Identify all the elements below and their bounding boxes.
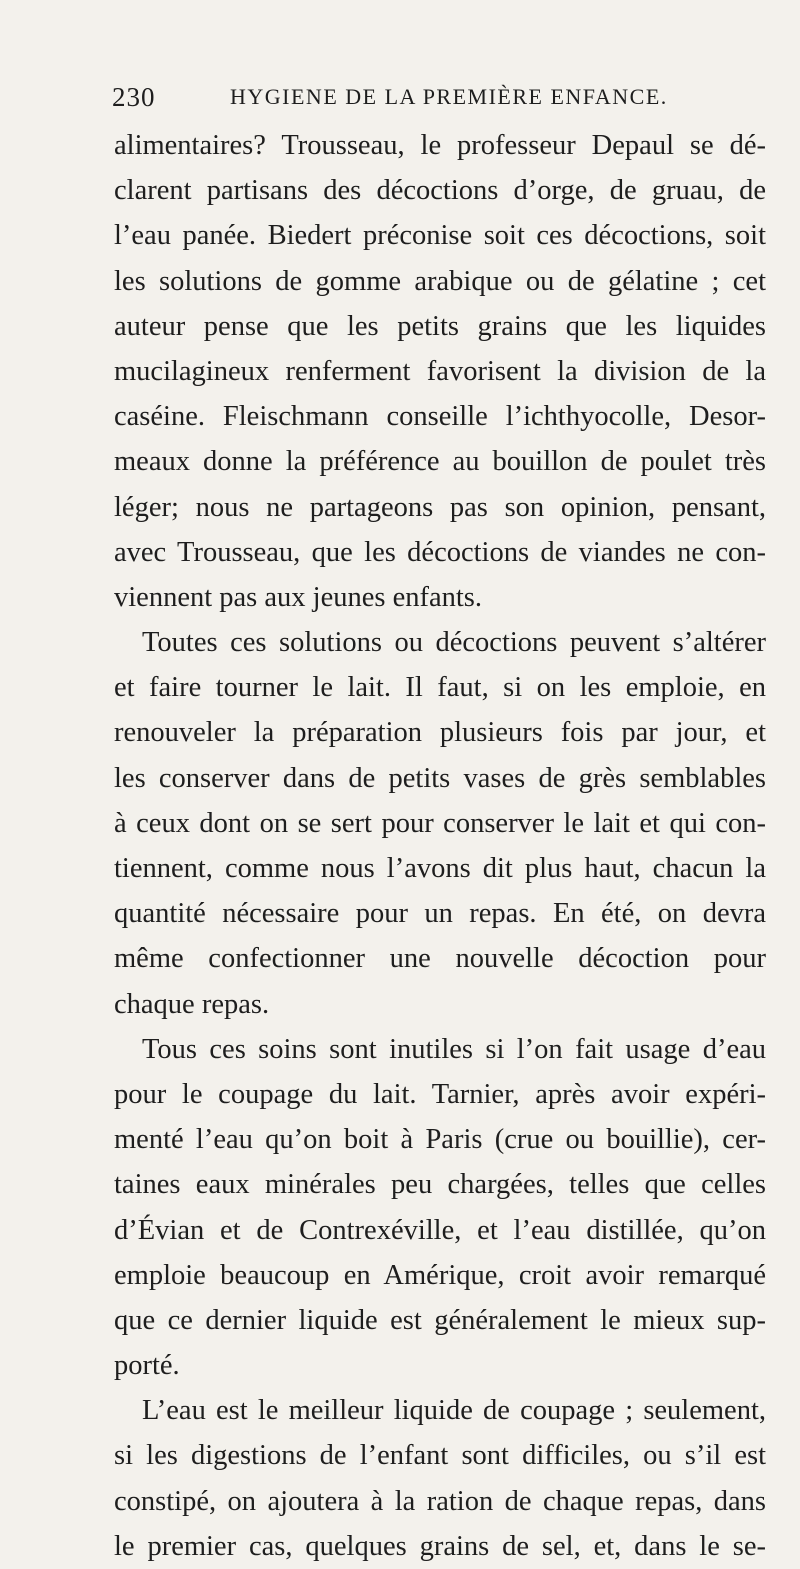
running-title: HYGIENE DE LA PREMIÈRE ENFANCE. — [230, 84, 668, 109]
text-line: si les digestions de l’enfant sont difficiles, ou s’il est — [114, 1440, 766, 1472]
text-line: les conserver dans de petits vases de grès semblables — [114, 762, 766, 794]
text-line: que ce dernier liquide est généralement le mieux sup- — [114, 1304, 766, 1336]
text-line: viennent pas aux jeunes enfants. — [114, 581, 483, 613]
text-line: porté. — [114, 1350, 180, 1382]
text-line: même confectionner une nouvelle décoction pour — [114, 943, 766, 975]
text-line: à ceux dont on se sert pour conserver le lait et qui con- — [114, 807, 766, 839]
body-text — [114, 123, 766, 1569]
paragraph-start-line: L’eau est le meilleur liquide de coupage ; seulement, — [142, 1395, 766, 1427]
text-line: constipé, on ajoutera à la ration de chaque repas, dans — [114, 1485, 766, 1517]
text-line: l’eau panée. Biedert préconise soit ces décoctions, soit — [114, 220, 766, 252]
text-line: menté l’eau qu’on boit à Paris (crue ou bouillie), cer- — [114, 1124, 766, 1156]
text-line: emploie beaucoup en Amérique, croit avoir remarqué — [114, 1259, 766, 1291]
text-line: et faire tourner le lait. Il faut, si on les emploie, en — [114, 672, 766, 704]
text-line: caséine. Fleischmann conseille l’ichthyocolle, Desor- — [114, 401, 766, 433]
page-number: 230 — [112, 82, 156, 112]
running-header — [112, 80, 742, 114]
text-line: chaque repas. — [114, 988, 270, 1020]
text-line: renouveler la préparation plusieurs fois par jour, et — [114, 717, 766, 749]
text-line: mucilagineux renferment favorisent la division de la — [114, 355, 766, 387]
text-line: avec Trousseau, que les décoctions de viandes ne con- — [114, 536, 766, 568]
text-line: d’Évian et de Contrexéville, et l’eau distillée, qu’on — [114, 1214, 766, 1246]
text-line: pour le coupage du lait. Tarnier, après avoir expéri- — [114, 1078, 766, 1110]
text-line: le premier cas, quelques grains de sel, et, dans le se- — [114, 1530, 766, 1562]
text-line: alimentaires? Trousseau, le professeur Depaul se dé- — [114, 130, 766, 161]
text-line: auteur pense que les petits grains que les liquides — [114, 310, 766, 342]
text-line: clarent partisans des décoctions d’orge, de gruau, de — [114, 175, 766, 207]
paragraph-start-line: Tous ces soins sont inutiles si l’on fait usage d’eau — [142, 1033, 766, 1065]
text-line: taines eaux minérales peu chargées, telles que celles — [114, 1169, 766, 1201]
text-line: léger; nous ne partageons pas son opinion, pensant, — [114, 491, 766, 523]
text-line: tiennent, comme nous l’avons dit plus haut, chacun la — [114, 853, 766, 884]
text-line: quantité nécessaire pour un repas. En été, on devra — [114, 898, 766, 930]
text-line: meaux donne la préférence au bouillon de poulet très — [114, 446, 766, 478]
text-line: les solutions de gomme arabique ou de gélatine ; cet — [114, 265, 766, 297]
paragraph-start-line: Toutes ces solutions ou décoctions peuvent s’altérer — [142, 627, 766, 659]
